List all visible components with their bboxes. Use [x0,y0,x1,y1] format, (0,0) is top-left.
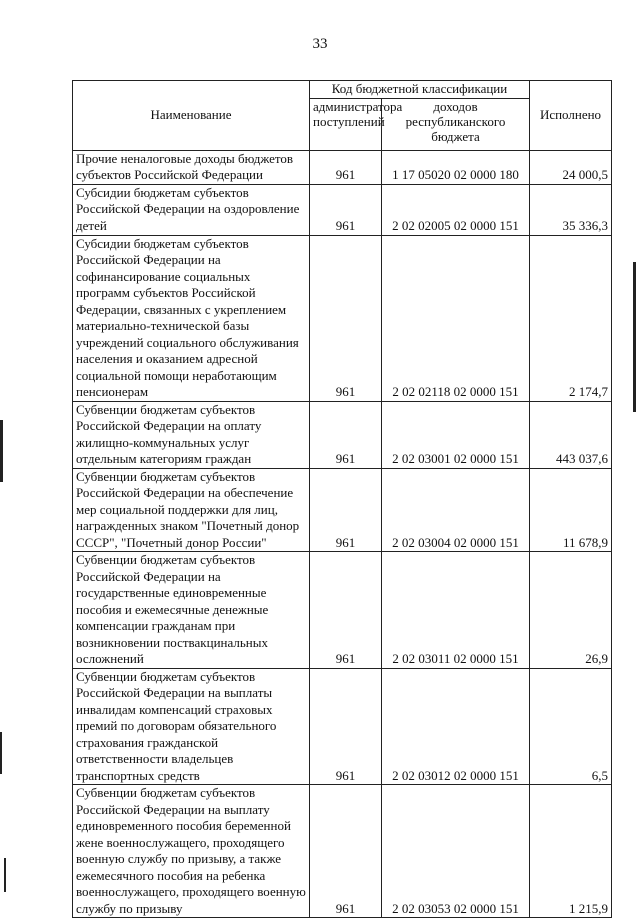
row-amount-cell: 2 174,7 [530,235,612,401]
margin-scan-mark [633,262,636,412]
row-amount-cell: 26,9 [530,552,612,669]
row-amount-cell: 1 215,9 [530,785,612,918]
row-name-cell: Субвенции бюджетам субъектов Российской Федерации на выплаты инвалидам компенсаций страховых премий по договорам обязательного страхования гражданской ответственности владельцев транспортных средств [73,668,310,785]
header-code-group: Код бюджетной классификации [310,81,530,99]
row-name-cell: Прочие неналоговые доходы бюджетов субъектов Российской Федерации [73,150,310,184]
row-amount-cell: 6,5 [530,668,612,785]
row-admin-cell: 961 [310,552,382,669]
row-name-cell: Субвенции бюджетам субъектов Российской Федерации на оплату жилищно-коммунальных услуг отдельным категориям граждан [73,401,310,468]
row-admin-cell: 961 [310,401,382,468]
row-admin-cell: 961 [310,150,382,184]
row-admin-cell: 961 [310,468,382,552]
table-row [73,552,612,669]
margin-scan-mark [0,420,3,482]
row-code-cell: 2 02 02005 02 0000 151 [382,184,530,235]
row-name-cell: Субсидии бюджетам субъектов Российской Федерации на оздоровление детей [73,184,310,235]
margin-scan-mark [0,732,2,774]
row-name-cell: Субвенции бюджетам субъектов Российской Федерации на обеспечение мер социальной поддержки для лиц, награжденных знаком "Почетный донор СССР", "Почетный донор России" [73,468,310,552]
row-code-cell: 2 02 03001 02 0000 151 [382,401,530,468]
table-row [73,785,612,918]
row-name-cell: Субсидии бюджетам субъектов Российской Федерации на софинансирование социальных программ субъектов Российской Федерации, связанных с укреплением материально-технической базы учреждений социального обслуживания населения и оказанием адресной социальной помощи неработающим пенсионерам [73,235,310,401]
row-code-cell: 2 02 03011 02 0000 151 [382,552,530,669]
row-code-cell: 2 02 03012 02 0000 151 [382,668,530,785]
table-row [73,668,612,785]
row-amount-cell: 24 000,5 [530,150,612,184]
header-executed: Исполнено [530,81,612,151]
row-amount-cell: 11 678,9 [530,468,612,552]
row-code-cell: 2 02 03053 02 0000 151 [382,785,530,918]
row-code-cell: 2 02 03004 02 0000 151 [382,468,530,552]
table-row [73,150,612,184]
row-amount-cell: 443 037,6 [530,401,612,468]
table-row [73,401,612,468]
row-amount-cell: 35 336,3 [530,184,612,235]
row-name-cell: Субвенции бюджетам субъектов Российской Федерации на выплату единовременного пособия беременной жене военнослужащего, проходящего военную службу по призыву, а также ежемесячного пособия на ребенка военнослужащего, проходящего военную службу по призыву [73,785,310,918]
page-number: 33 [312,36,328,52]
row-admin-cell: 961 [310,785,382,918]
margin-scan-mark [4,858,6,892]
table-row [73,184,612,235]
table-row [73,468,612,552]
table-row [73,235,612,401]
row-name-cell: Субвенции бюджетам субъектов Российской Федерации на государственные единовременные пособия и ежемесячные денежные компенсации гражданам при возникновении поствакцинальных осложнений [73,552,310,669]
header-name: Наименование [73,81,310,151]
header-admin: администратора поступлений [310,98,382,150]
row-admin-cell: 961 [310,668,382,785]
row-code-cell: 1 17 05020 02 0000 180 [382,150,530,184]
row-code-cell: 2 02 02118 02 0000 151 [382,235,530,401]
row-admin-cell: 961 [310,235,382,401]
row-admin-cell: 961 [310,184,382,235]
header-revenue: доходов республиканского бюджета [382,98,530,150]
budget-revenue-table [72,80,612,918]
